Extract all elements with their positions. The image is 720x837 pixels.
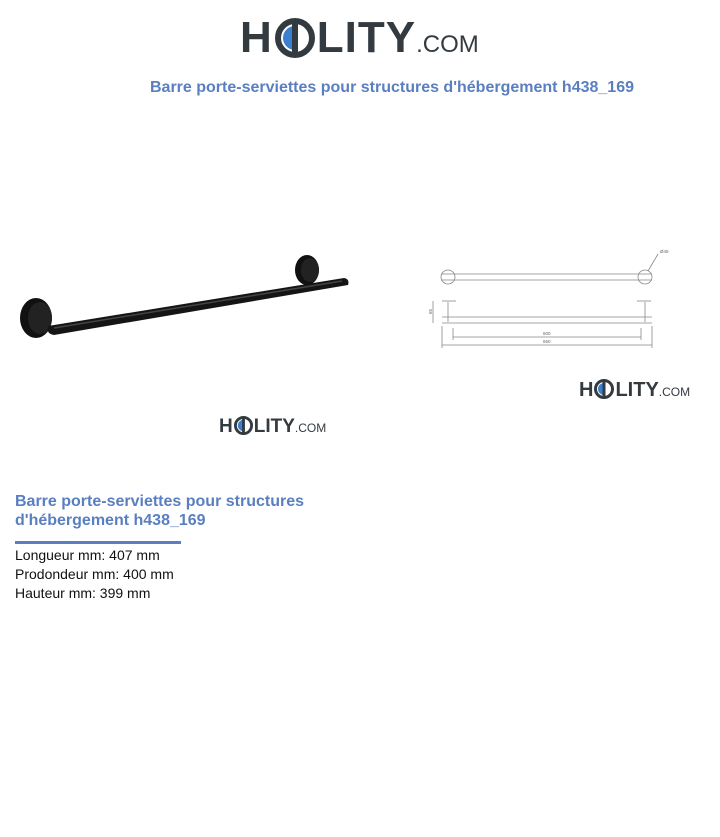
logo-letters-lity: LITY (615, 379, 659, 401)
drawing-dimension-height: 65 (428, 308, 433, 314)
logo-letter-h: H (219, 416, 233, 437)
logo-o-icon (234, 416, 253, 435)
spec-length: Longueur mm: 407 mm (15, 547, 160, 563)
logo-domain: .COM (658, 385, 691, 399)
spec-height: Hauteur mm: 399 mm (15, 585, 151, 601)
logo-letter-h: H (240, 13, 273, 62)
brand-logo-watermark-right (579, 376, 690, 402)
product-title: Barre porte-serviettes pour structures d'hébergement h438_169 (15, 493, 304, 529)
logo-domain: .COM (294, 421, 327, 435)
page-title: Barre porte-serviettes pour structures d'hébergement h438_169 (150, 79, 634, 96)
drawing-dimension-total: 650 (543, 339, 551, 344)
title-underline (15, 541, 181, 544)
logo-o-icon (594, 379, 614, 399)
drawing-dimension-diameter: Ø45 (660, 249, 669, 254)
logo-letter-h: H (579, 379, 594, 401)
logo-letters-lity: LITY (316, 13, 417, 62)
brand-logo[interactable] (240, 12, 479, 63)
drawing-dimension-inner: 600 (543, 331, 551, 336)
spec-depth: Prodondeur mm: 400 mm (15, 566, 174, 582)
logo-letters-lity: LITY (253, 416, 295, 437)
logo-domain: .COM (416, 31, 479, 58)
technical-drawing (426, 244, 676, 354)
logo-o-icon (275, 18, 315, 58)
brand-logo-watermark-left (219, 413, 326, 438)
product-photo (14, 248, 354, 344)
product-specs (15, 546, 174, 603)
